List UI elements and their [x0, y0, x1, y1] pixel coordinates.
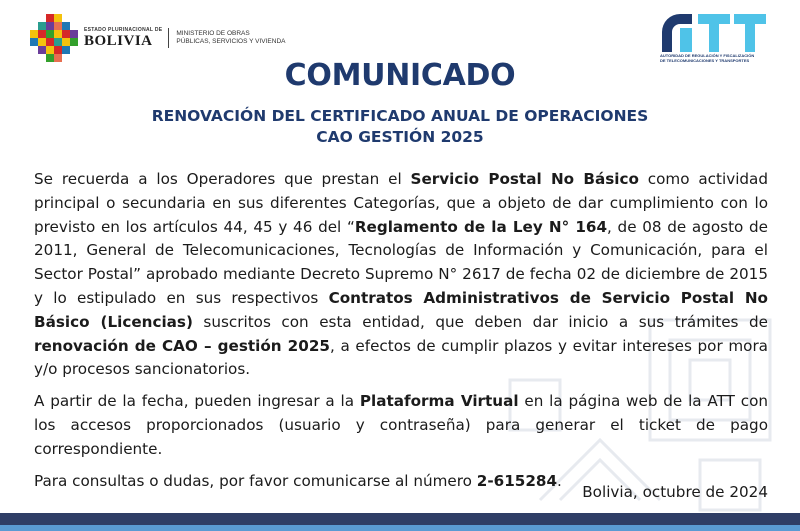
paragraph-2 [34, 390, 768, 461]
p3-bold-phone: 2-615284 [476, 471, 558, 490]
p1-text-5: , a efectos de cumplir plazos y evitar intereses por mora y/o procesos sancionatorios. [34, 336, 768, 379]
ministry-line-2: PÚBLICAS, SERVICIOS Y VIVIENDA [176, 38, 286, 45]
page-title: COMUNICADO [284, 58, 516, 93]
att-logo-icon [660, 12, 770, 52]
p3-text-2: . [557, 471, 562, 490]
p1-bold-contracts: Contratos Administrativos de Servicio Postal No Básico (Licencias) [34, 288, 768, 331]
ministry-logo [30, 14, 286, 62]
subtitle-line-2: CAO GESTIÓN 2025 [316, 128, 484, 146]
footer-stripe-dark [0, 513, 800, 525]
footer-stripe-light [0, 525, 800, 531]
p1-text-2: como actividad principal o secundaria en sus diferentes Categorías, que a objeto de dar cumplimiento con lo previsto en los artículos 44, 45 y 46 del “ [34, 170, 769, 236]
p2-text-1: A partir de la fecha, pueden ingresar a la [34, 392, 360, 411]
gov-name [84, 28, 162, 49]
p1-bold-regulation: Reglamento de la Ley N° 164 [354, 217, 608, 236]
att-logo [660, 12, 770, 64]
communique-body [34, 168, 768, 493]
gov-small-text: ESTADO PLURINACIONAL DE [84, 26, 163, 33]
att-caption-line-1: AUTORIDAD DE REGULACIÓN Y FISCALIZACIÓN [660, 53, 755, 58]
p1-bold-service: Servicio Postal No Básico [410, 170, 639, 188]
signoff-date: Bolivia, octubre de 2024 [582, 483, 768, 501]
ministry-name [176, 30, 285, 46]
p3-text-1: Para consultas o dudas, por favor comunicarse al número [34, 471, 477, 490]
page-subtitle [0, 106, 800, 148]
paragraph-1 [34, 168, 768, 382]
p1-bold-renewal: renovación de CAO – gestión 2025 [34, 336, 330, 355]
p1-text-3: , de 08 de agosto de 2011, General de Telecomunicaciones, Tecnologías de Información y Comunicación, para el Sector Postal” aprobado mediante Decreto Supremo N° 2617 de fecha 02 de diciembre de 2015 y lo estipulado en sus respectivos [34, 217, 768, 307]
p1-text-1: Se recuerda a los Operadores que prestan el [34, 170, 411, 188]
ministry-line-1: MINISTERIO DE OBRAS [176, 29, 250, 37]
p2-bold-platform: Plataforma Virtual [359, 392, 519, 411]
logo-divider [168, 28, 169, 48]
att-caption-line-2: DE TELECOMUNICACIONES Y TRANSPORTES [660, 58, 750, 63]
bolivia-seal-icon [30, 14, 78, 62]
subtitle-line-1: RENOVACIÓN DEL CERTIFICADO ANUAL DE OPERACIONES [151, 107, 649, 125]
p2-text-2: en la página web de la ATT con los accesos proporcionados (usuario y contraseña) para generar el ticket de pago correspondiente. [34, 392, 768, 458]
gov-big-text: BOLIVIA [84, 32, 153, 49]
p1-text-4: suscritos con esta entidad, que deben dar inicio a sus trámites de [192, 312, 768, 331]
